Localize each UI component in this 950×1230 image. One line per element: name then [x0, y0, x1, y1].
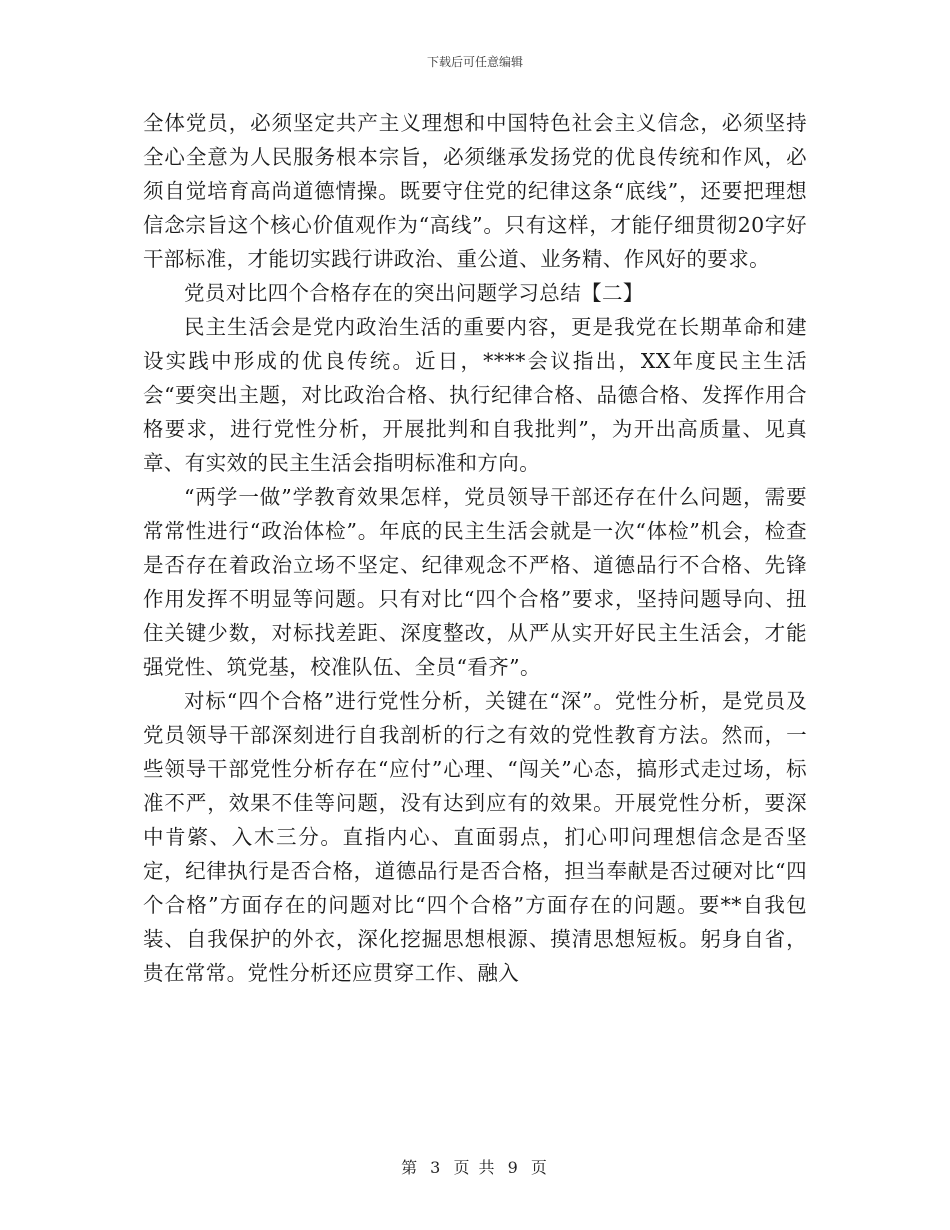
paragraph-continuation: 全体党员，必须坚定共产主义理想和中国特色社会主义信念，必须坚持全心全意为人民服务根本宗旨，必须继承发扬党的优良传统和作风，必须自觉培育高尚道德情操。既要守住党的纪律这条“底线”，还要把理想信念宗旨这个核心价值观作为“高线”。只有这样，才能仔细贯彻20字好干部标准，才能切实践行讲政治、重公道、业务精、作风好的要求。 — [143, 111, 807, 271]
paragraph: 民主生活会是党内政治生活的重要内容，更是我党在长期革命和建设实践中形成的优良传统。近日，****会议指出，XX年度民主生活会“要突出主题，对比政治合格、执行纪律合格、品德合格、发挥作用合格要求，进行党性分析，开展批判和自我批判”，为开出高质量、见真章、有实效的民主生活会指明标准和方向。 — [143, 315, 807, 475]
footer-suffix: 页 — [530, 1158, 549, 1177]
page-footer — [0, 1155, 950, 1178]
paragraph: “两学一做”学教育效果怎样，党员领导干部还存在什么问题，需要常常性进行“政治体检”。年底的民主生活会就是一次“体检”机会，检查是否存在着政治立场不坚定、纪律观念不严格、道德品行不合格、先锋作用发挥不明显等问题。只有对比“四个合格”要求，坚持问题导向、扭住关键少数，对标找差距、深度整改，从严从实开好民主生活会，才能强党性、筑党基，校准队伍、全员“看齐”。 — [143, 485, 807, 679]
footer-current-page: 3 — [430, 1158, 443, 1177]
page-header — [0, 54, 950, 70]
document-body — [143, 106, 807, 990]
footer-middle: 页 共 — [453, 1158, 497, 1177]
section-heading: 党员对比四个合格存在的突出问题学习总结【二】 — [184, 281, 644, 305]
footer-prefix: 第 — [401, 1158, 420, 1177]
paragraph: 对标“四个合格”进行党性分析，关键在“深”。党性分析，是党员及党员领导干部深刻进行自我剖析的行之有效的党性教育方法。然而，一些领导干部党性分析存在“应付”心理、“闯关”心态，搞形式走过场，标准不严，效果不佳等问题，没有达到应有的效果。开展党性分析，要深中肯綮、入木三分。直指内心、直面弱点，扪心叩问理想信念是否坚定，纪律执行是否合格，道德品行是否合格，担当奉献是否过硬对比“四个合格”方面存在的问题对比“四个合格”方面存在的问题。要**自我包装、自我保护的外衣，深化挖掘思想根源、摸清思想短板。躬身自省，贵在常常。党性分析还应贯穿工作、融入 — [143, 689, 807, 985]
footer-total-pages: 9 — [507, 1158, 520, 1177]
header-note: 下载后可任意编辑 — [426, 55, 523, 69]
